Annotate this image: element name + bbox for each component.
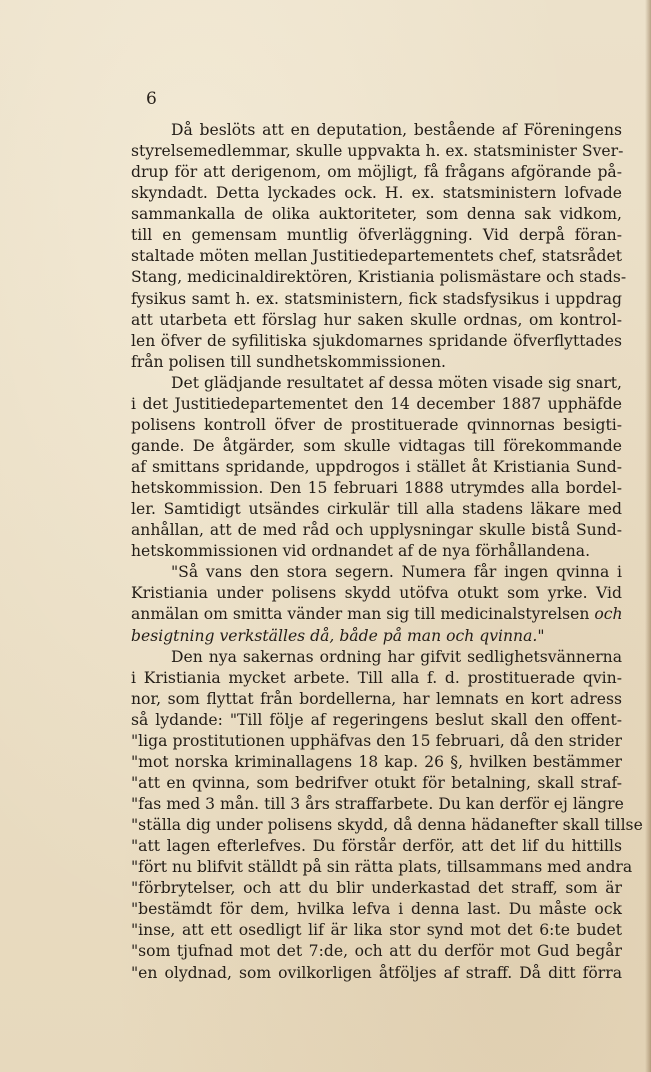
text-line: Den nya sakernas ordning har gifvit sedlighetsvännerna xyxy=(171,647,622,666)
text-line: "fas med 3 mån. till 3 års straffarbete. Du kan derför ej längre xyxy=(131,795,624,813)
text-line: "fört nu blifvit ställdt på sin rätta plats, tillsammans med andra xyxy=(131,858,633,877)
text-line: anhållan, att de med råd och upplysningar skulle bistå Sund- xyxy=(131,521,622,540)
text-line: att utarbeta ett förslag hur saken skulle ordnas, om kontrol- xyxy=(131,310,622,329)
body-text xyxy=(131,120,643,984)
text-line: drup för att derigenom, om möjligt, få frågans afgörande på- xyxy=(131,163,622,182)
text-line: fysikus samt h. ex. statsministern, fick stadsfysikus i uppdrag xyxy=(131,289,622,308)
text-line: staltade möten mellan Justitiedepartementets chef, statsrådet xyxy=(131,247,622,266)
text-line: i Kristiania mycket arbete. Till alla f. d. prostituerade qvin- xyxy=(131,668,622,687)
page-edge-shadow xyxy=(645,0,651,1072)
text-line: "ställa dig under polisens skydd, då denna hädanefter skall tillse xyxy=(131,816,643,835)
text-line: len öfver de syfilitiska sjukdomarnes spridande öfverflyttades xyxy=(131,331,622,350)
text-line: så lydande: "Till följe af regeringens beslut skall den offent- xyxy=(131,710,622,729)
text-line: ler. Samtidigt utsändes cirkulär till alla stadens läkare med xyxy=(131,500,622,519)
text-line: i det Justitiedepartementet den 14 december 1887 upphäfde xyxy=(131,394,622,413)
page-number: 6 xyxy=(146,89,157,109)
text-line: hetskommissionen vid ordnandet af de nya förhållandena. xyxy=(131,542,591,561)
text-line: Då beslöts att en deputation, bestående af Föreningens xyxy=(171,121,622,139)
text-line: "mot norska kriminallagens 18 kap. 26 §, hvilken bestämmer xyxy=(131,752,622,771)
text-line xyxy=(131,604,622,625)
text-line: "att en qvinna, som bedrifver otukt för betalning, skall straf- xyxy=(131,773,622,792)
text-line: hetskommission. Den 15 februari 1888 utrymdes alla bordel- xyxy=(131,479,622,498)
text-line: från polisen till sundhetskommissionen. xyxy=(131,352,446,371)
text-line: "liga prostitutionen upphäfvas den 15 februari, då den strider xyxy=(131,731,622,750)
text-line-main: anmälan om smitta vänder man sig till medicinalstyrelsen xyxy=(131,605,590,624)
text-line: styrelsemedlemmar, skulle uppvakta h. ex. statsminister Sver- xyxy=(131,142,624,161)
text-line: Stang, medicinaldirektören, Kristiania polismästare och stads- xyxy=(131,268,627,287)
text-line: gande. De åtgärder, som skulle vidtagas till förekommande xyxy=(131,436,622,455)
text-line-italic: besigtning verkställes då, både på man och qvinna." xyxy=(131,626,545,645)
text-line: till en gemensam muntlig öfverläggning. Vid derpå föran- xyxy=(131,226,622,245)
text-line: "som tjufnad mot det 7:de, och att du derför mot Gud begår xyxy=(131,942,622,961)
text-line: Kristiania under polisens skydd utöfva otukt som yrke. Vid xyxy=(131,584,622,603)
text-line: polisens kontroll öfver de prostituerade qvinnornas besigti- xyxy=(131,415,622,434)
text-line: skyndadt. Detta lyckades ock. H. ex. statsministern lofvade xyxy=(131,184,622,203)
text-line: nor, som flyttat från bordellerna, har lemnats en kort adress xyxy=(131,689,622,708)
italic-word: och xyxy=(594,605,623,624)
text-line: "bestämdt för dem, hvilka lefva i denna last. Du måste ock xyxy=(131,900,622,919)
text-line: af smittans spridande, uppdrogos i stället åt Kristiania Sund- xyxy=(131,458,622,476)
text-line: "förbrytelser, och att du blir underkastad det straff, som är xyxy=(131,879,622,898)
text-line: "att lagen efterlefves. Du förstår derför, att det lif du hittills xyxy=(131,837,622,856)
text-line: sammankalla de olika auktoriteter, som denna sak vidkom, xyxy=(131,205,622,224)
text-line: "Så vans den stora segern. Numera får ingen qvinna i xyxy=(171,563,622,582)
text-line: "en olydnad, som ovilkorligen åtföljes af straff. Då ditt förra xyxy=(131,963,622,982)
text-line: Det glädjande resultatet af dessa möten visade sig snart, xyxy=(171,373,622,392)
text-line: "inse, att ett osedligt lif är lika stor synd mot det 6:te budet xyxy=(131,921,622,940)
